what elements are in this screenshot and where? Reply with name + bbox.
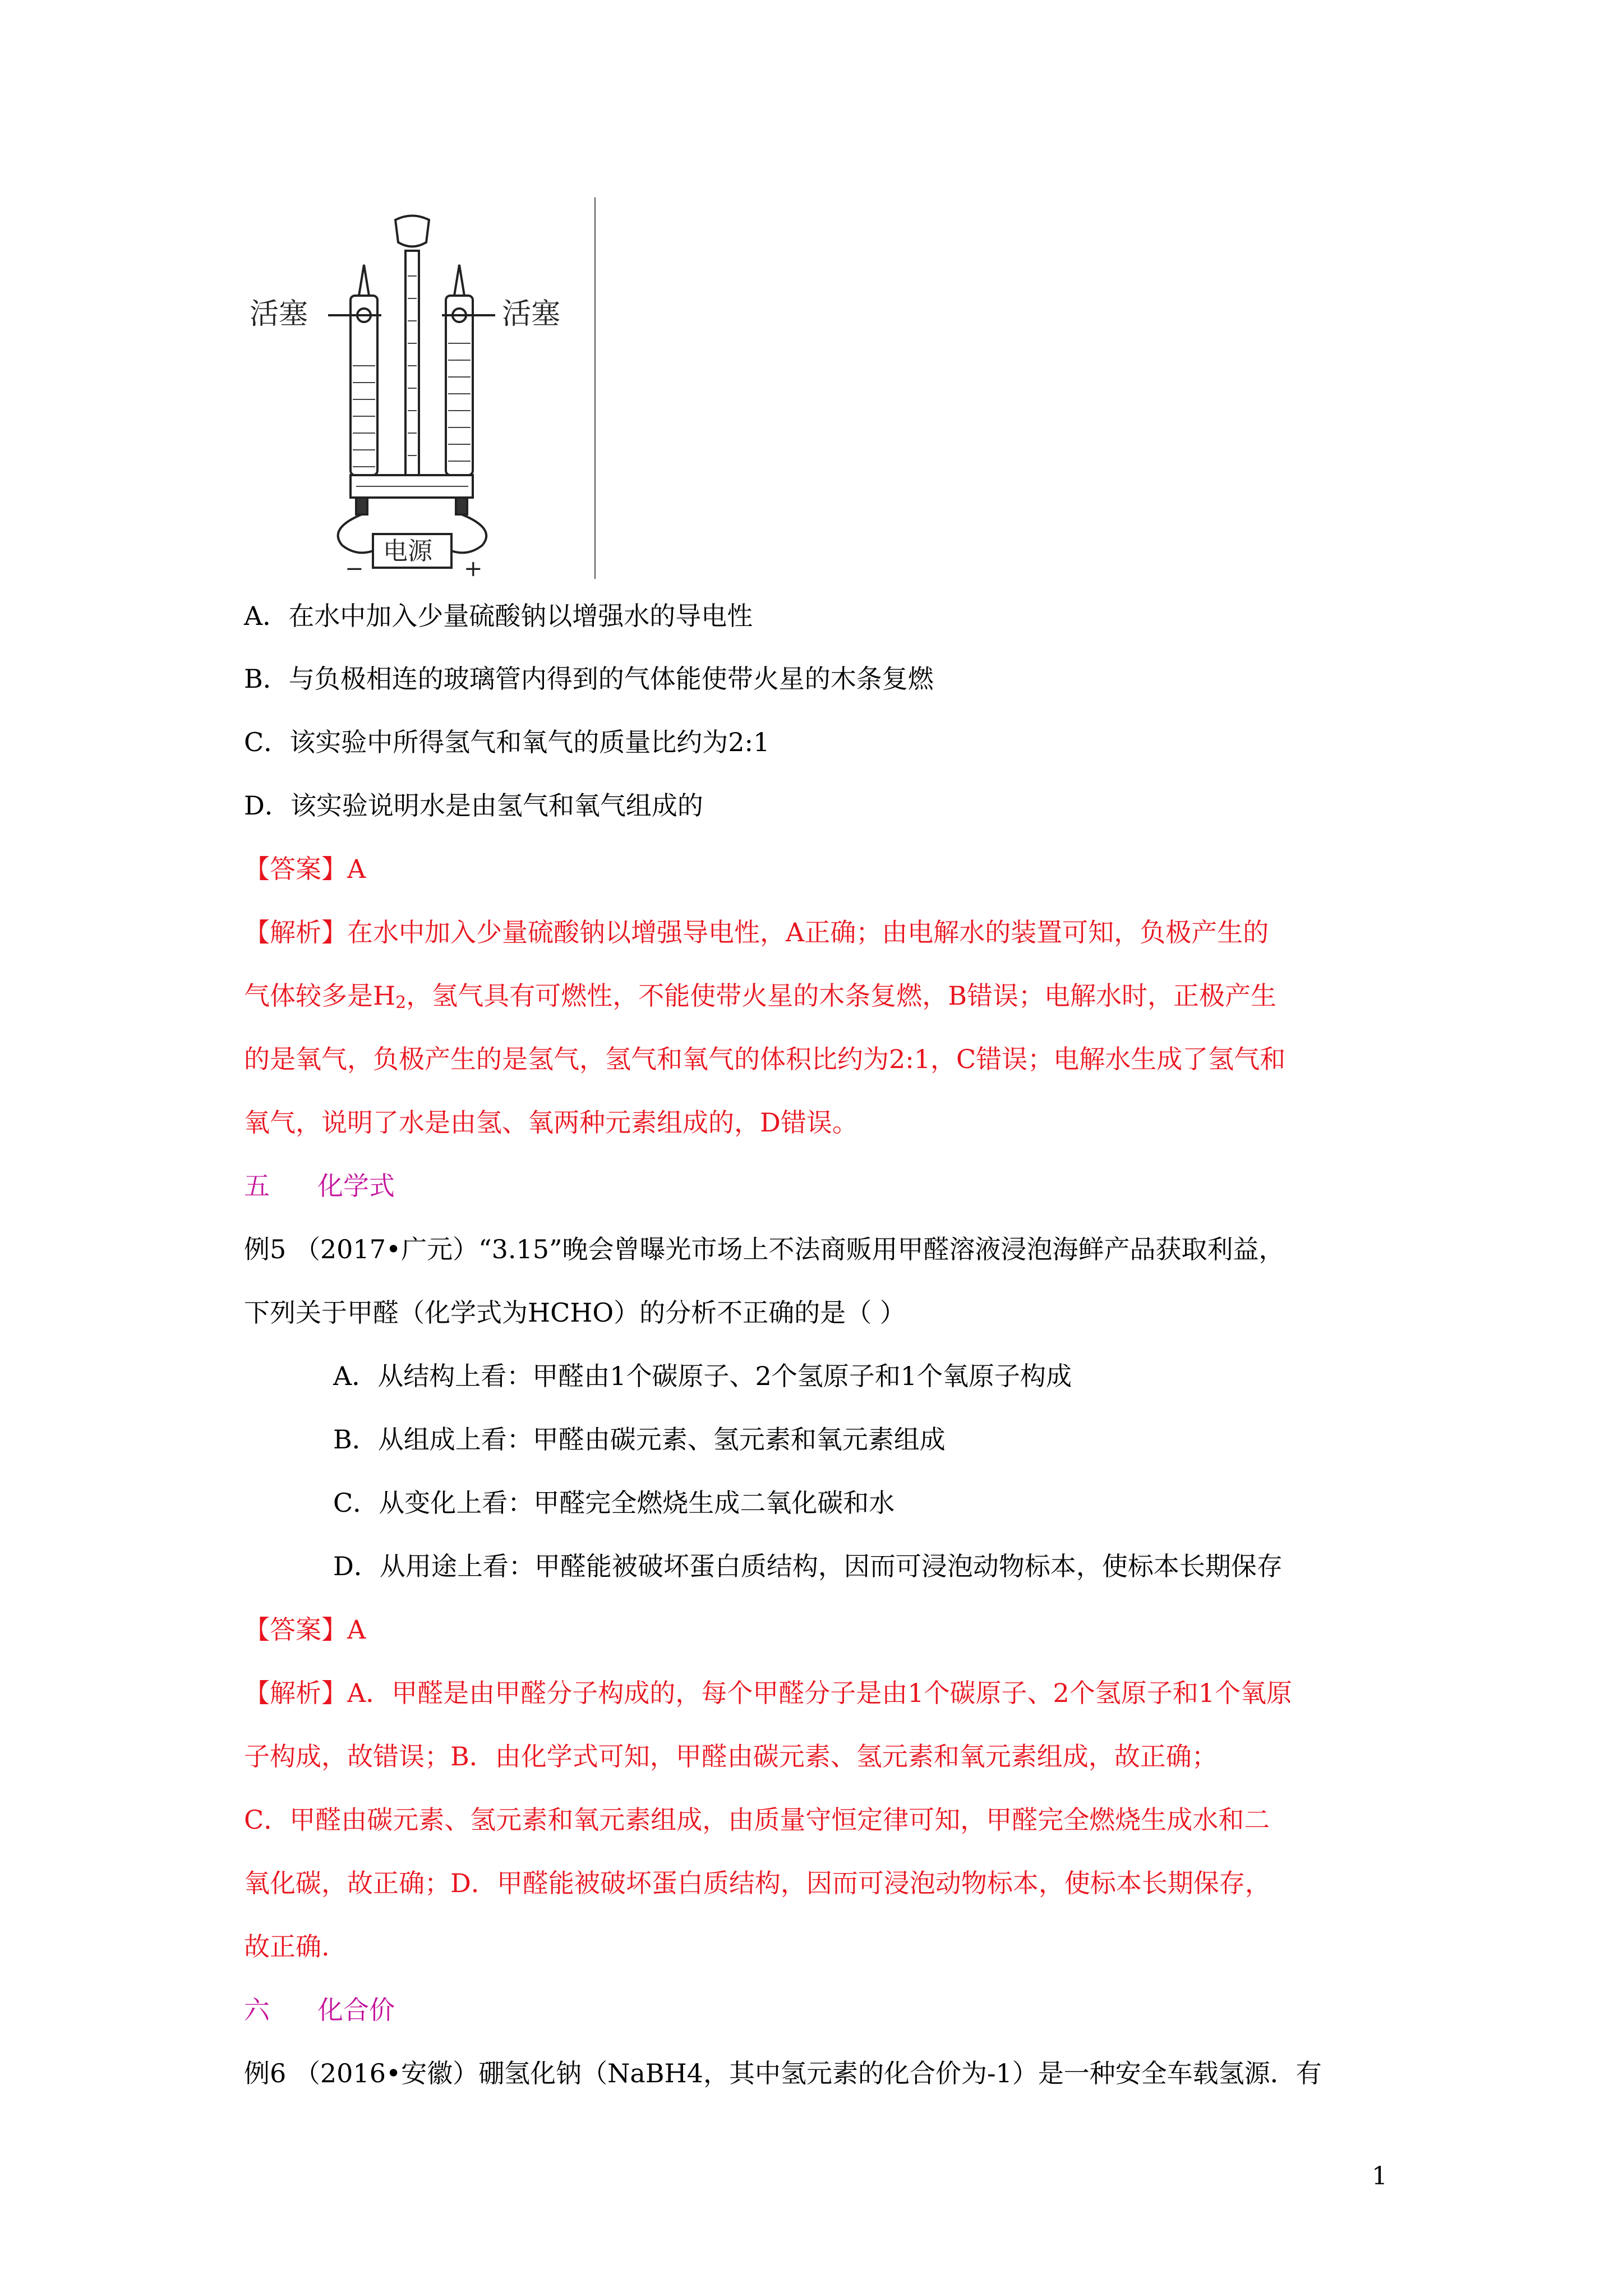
q5-option-b: B．从组成上看：甲醛由碳元素、氢元素和氧元素组成	[333, 1424, 946, 1455]
q4-option-b: B．与负极相连的玻璃管内得到的气体能使带火星的木条复燃	[244, 664, 934, 694]
positive-terminal-label: +	[464, 556, 483, 579]
q4-option-a: A．在水中加入少量硫酸钠以增强水的导电性	[244, 601, 753, 631]
q5-stem-line-1: 例5 （2017•广元）“3.15”晚会曾曝光市场上不法商贩用甲醛溶液浸泡海鲜产品获取利益，	[244, 1234, 1285, 1264]
section-5-title: 化学式	[317, 1171, 395, 1201]
q5-option-c: C．从变化上看：甲醛完全燃烧生成二氧化碳和水	[333, 1488, 895, 1518]
q5-analysis-line-4: 氧化碳，故正确；D．甲醛能被破坏蛋白质结构，因而可浸泡动物标本，使标本长期保存，	[244, 1868, 1271, 1898]
q4-option-d: D．该实验说明水是由氢气和氧气组成的	[244, 790, 703, 821]
q5-analysis-line-2: 子构成，故错误；B．由化学式可知，甲醛由碳元素、氢元素和氧元素组成，故正确；	[244, 1741, 1218, 1772]
q5-answer: 【答案】A	[244, 1614, 366, 1645]
q5-option-d: D．从用途上看：甲醛能被破坏蛋白质结构，因而可浸泡动物标本，使标本长期保存	[333, 1551, 1283, 1581]
q5-analysis-line-3: C．甲醛由碳元素、氢元素和氧元素组成，由质量守恒定律可知，甲醛完全燃烧生成水和二	[244, 1805, 1270, 1835]
negative-terminal-label: −	[345, 556, 364, 579]
power-source-label: 电源	[383, 537, 432, 565]
q4-answer: 【答案】A	[244, 854, 366, 884]
q4-analysis-line-2: 气体较多是$H_2$，氢气具有可燃性，不能使带火星的木条复燃，B错误；电解水时，正极产生	[244, 981, 1277, 1013]
section-6-title: 化合价	[317, 1995, 395, 2025]
q4-analysis-line-4: 氧气，说明了水是由氢、氧两种元素组成的，D错误。	[244, 1107, 858, 1138]
q4-option-c: C．该实验中所得氢气和氧气的质量比约为2:1	[244, 727, 770, 757]
q5-analysis-line-5: 故正确.	[244, 1931, 330, 1962]
q5-stem-line-2: 下列关于甲醛（化学式为HCHO）的分析不正确的是（ ）	[244, 1297, 906, 1328]
electrolysis-apparatus-figure	[244, 197, 597, 579]
section-6-number: 六	[244, 1995, 270, 2025]
q5-option-a: A．从结构上看：甲醛由1个碳原子、2个氢原子和1个氧原子构成	[333, 1361, 1072, 1391]
q4-analysis-line-1: 【解析】在水中加入少量硫酸钠以增强导电性，A正确；由电解水的装置可知，负极产生的	[244, 917, 1269, 947]
page-number: 1	[1372, 2162, 1387, 2191]
stopcock-label-left: 活塞	[250, 297, 308, 331]
q5-analysis-line-1: 【解析】A．甲醛是由甲醛分子构成的，每个甲醛分子是由1个碳原子、2个氢原子和1个氧原	[244, 1678, 1293, 1708]
stopcock-label-right: 活塞	[502, 297, 561, 331]
q4-analysis-line-3: 的是氧气，负极产生的是氢气，氢气和氧气的体积比约为2:1，C错误；电解水生成了氢气和	[244, 1044, 1286, 1074]
section-5-number: 五	[244, 1171, 270, 1201]
q6-stem-line-1: 例6 （2016•安徽）硼氢化钠（NaBH4，其中氢元素的化合价为-1）是一种安全车载氢源．有	[244, 2058, 1322, 2088]
